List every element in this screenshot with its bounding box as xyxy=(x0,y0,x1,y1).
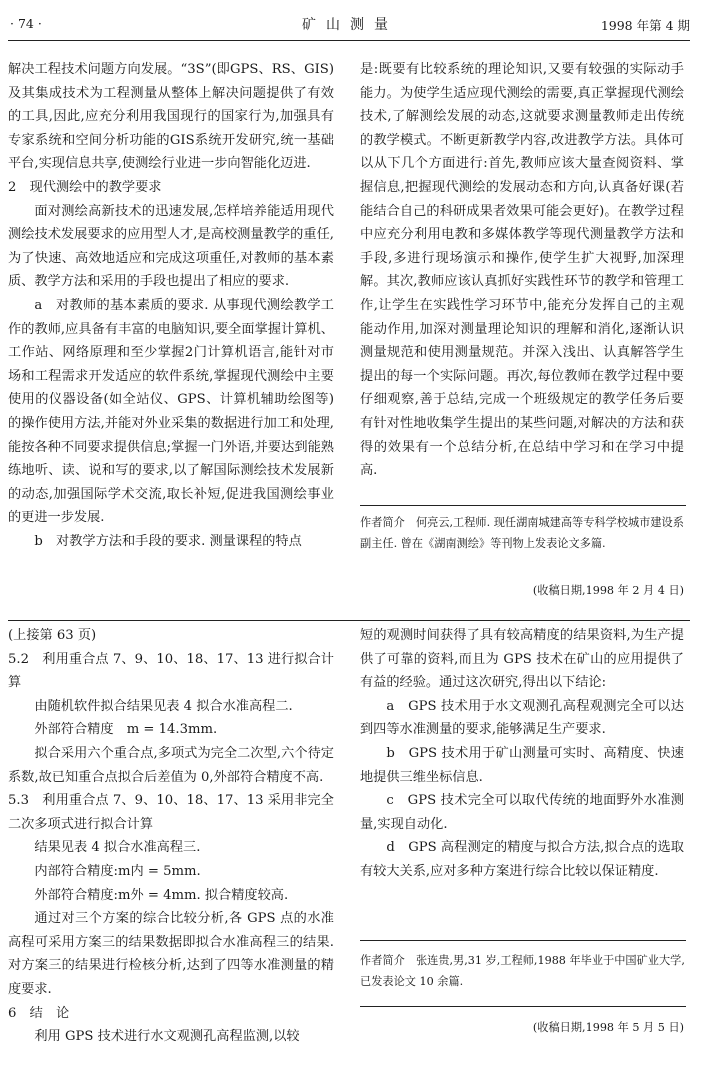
paragraph: 2 现代测绘中的教学要求 xyxy=(8,179,162,195)
paragraph: a 对教师的基本素质的要求. 从事现代测绘教学工作的教师,应具备有丰富的电脑知识,要全面掌握计算机、工作站、网络原理和至少掌握2门计算机语言,能针对市场和工程需求开发适应的软件系统,掌握现代测绘中主要使用的仪器设备(如全站仪、GPS、计算机辅助绘图等)的操作使用方法,并能对外业采集的数据进行加工和处理,能按各种不同要求提供信息;掌握一门外语,并要达到能熟练地听、读、说和写的要求,以了解国际测绘技术发展新的动态,加强国际学术交流,取长补短,促进我国测绘事业的更进一步发展. xyxy=(8,297,334,526)
paragraph: 外部符合精度:m外 = 4mm. 拟合精度较高. xyxy=(34,887,289,903)
header-rule xyxy=(8,40,690,41)
paragraph: 5.2 利用重合点 7、9、10、18、17、13 进行拟合计算 xyxy=(8,651,334,691)
paragraph: b 对教学方法和手段的要求. 测量课程的特点 xyxy=(34,533,302,549)
paragraph: (上接第 63 页) xyxy=(8,628,97,643)
received-date-lower: (收稿日期,1998 年 5 月 5 日) xyxy=(532,1021,684,1034)
upper-right-column xyxy=(360,58,684,483)
paragraph: 结果见表 4 拟合水准高程三. xyxy=(34,840,201,856)
paragraph: 内部符合精度:m内 = 5mm. xyxy=(34,863,201,879)
page-number: · 74 · xyxy=(10,16,42,31)
lower-right-column xyxy=(360,624,684,884)
paragraph: 通过对三个方案的综合比较分析,各 GPS 点的水准高程可采用方案三的结果数据即拟合水准高程三的结果. 对方案三的结果进行检核分析,达到了四等水准测量的精度要求. xyxy=(8,911,334,997)
upper-left-column xyxy=(8,58,334,553)
paragraph: 由随机软件拟合结果见表 4 拟合水准高程二. xyxy=(34,698,293,714)
running-header xyxy=(10,14,690,36)
paragraph: 5.3 利用重合点 7、9、10、18、17、13 采用非完全二次多项式进行拟合计算 xyxy=(8,793,334,832)
bio-rule-lower xyxy=(360,940,686,941)
paragraph: 是:既要有比较系统的理论知识,又要有较强的实际动手能力。为使学生适应现代测绘的需要,真正掌握现代测绘技术,了解测绘发展的动态,这就要求测量教师走出传统的教学模式。不断更新教学内容,改进教学方法。具体可以从下几个方面进行:首先,教师应该大量查阅资料、掌握信息,把握现代测绘的发展动态和方向,认真备好课(若能结合自己的科研成果者效果可能会更好)。在教学过程中应充分利用电教和多媒体教学等现代测量教学方法和手段,多进行现场演示和操作,使学生扩大视野,加深理解。其次,教师应该认真抓好实践性环节的教学和管理工作,让学生在实践性学习环节中,能充分发挥自己的主观能动作用,加深对测量理论知识的理解和消化,逐渐认识测量规范和使用测量规范。并深入浅出、认真解答学生提出的每一个实际问题。再次,每位教师在教学过程中要仔细观察,善于总结,完成一个班级规定的教学任务后要有针对性地收集学生提出的某些问题,对解决的方法和获得的效果有一个总结分析,在总结中学习和在学习中提高. xyxy=(360,62,684,479)
paragraph: a GPS 技术用于水文观测孔高程观测完全可以达到四等水准测量的要求,能够满足生产要求. xyxy=(360,698,684,738)
paragraph: 面对测绘高新技术的迅速发展,怎样培养能适用现代测绘技术发展要求的应用型人才,是高校测量教学的重任,为了快速、高效地适应和完成这项重任,对教师的基本素质、教学方法和采用的手段也提出了相应的要求. xyxy=(8,203,334,290)
paragraph: b GPS 技术用于矿山测量可实时、高精度、快速地提供三维坐标信息. xyxy=(360,745,684,785)
received-date-upper: (收稿日期,1998 年 2 月 4 日) xyxy=(532,584,684,597)
section-divider xyxy=(8,620,690,621)
paragraph: d GPS 高程测定的精度与拟合方法,拟合点的选取有较大关系,应对多种方案进行综合比较以保证精度. xyxy=(360,840,684,879)
lower-left-column xyxy=(8,624,334,1049)
paragraph: 解决工程技术问题方向发展。“3S”(即GPS、RS、GIS)及其集成技术为工程测量从整体上解决问题提供了有效的工具,因此,应充分利用我国现行的国家行为,加强具有专家系统和空间分析功能的GIS系统开发研究,统一基础平台,实现信息共享,使测绘行业进一步向智能化迈进. xyxy=(8,62,334,172)
issue-label: 1998 年第 4 期 xyxy=(600,18,690,33)
paragraph: 短的观测时间获得了具有较高精度的结果资料,为生产提供了可靠的资料,而且为 GPS 技术在矿山的应用提供了有益的经验。通过这次研究,得出以下结论: xyxy=(360,628,684,691)
author-bio-lower: 作者简介 张连贵,男,31 岁,工程师,1988 年毕业于中国矿业大学,已发表论文 10 余篇. xyxy=(360,954,685,988)
paragraph: 外部符合精度 m = 14.3mm. xyxy=(34,722,218,738)
paragraph: c GPS 技术完全可以取代传统的地面野外水准测量,实现自动化. xyxy=(360,793,684,832)
bio-rule-lower-bottom xyxy=(360,1006,686,1007)
author-bio-upper: 作者简介 何亮云,工程师. 现任湖南城建高等专科学校城市建设系副主任. 曾在《湖南测绘》等刊物上发表论文多篇. xyxy=(360,516,684,550)
bio-rule-upper xyxy=(360,505,686,506)
paragraph: 拟合采用六个重合点,多项式为完全二次型,六个待定系数,故已知重合点拟合后差值为 0,外部符合精度不高. xyxy=(8,745,334,785)
paragraph: 利用 GPS 技术进行水文观测孔高程监测,以较 xyxy=(34,1029,300,1045)
journal-title: 矿山测量 xyxy=(302,17,398,33)
paragraph: 6 结 论 xyxy=(8,1005,70,1021)
